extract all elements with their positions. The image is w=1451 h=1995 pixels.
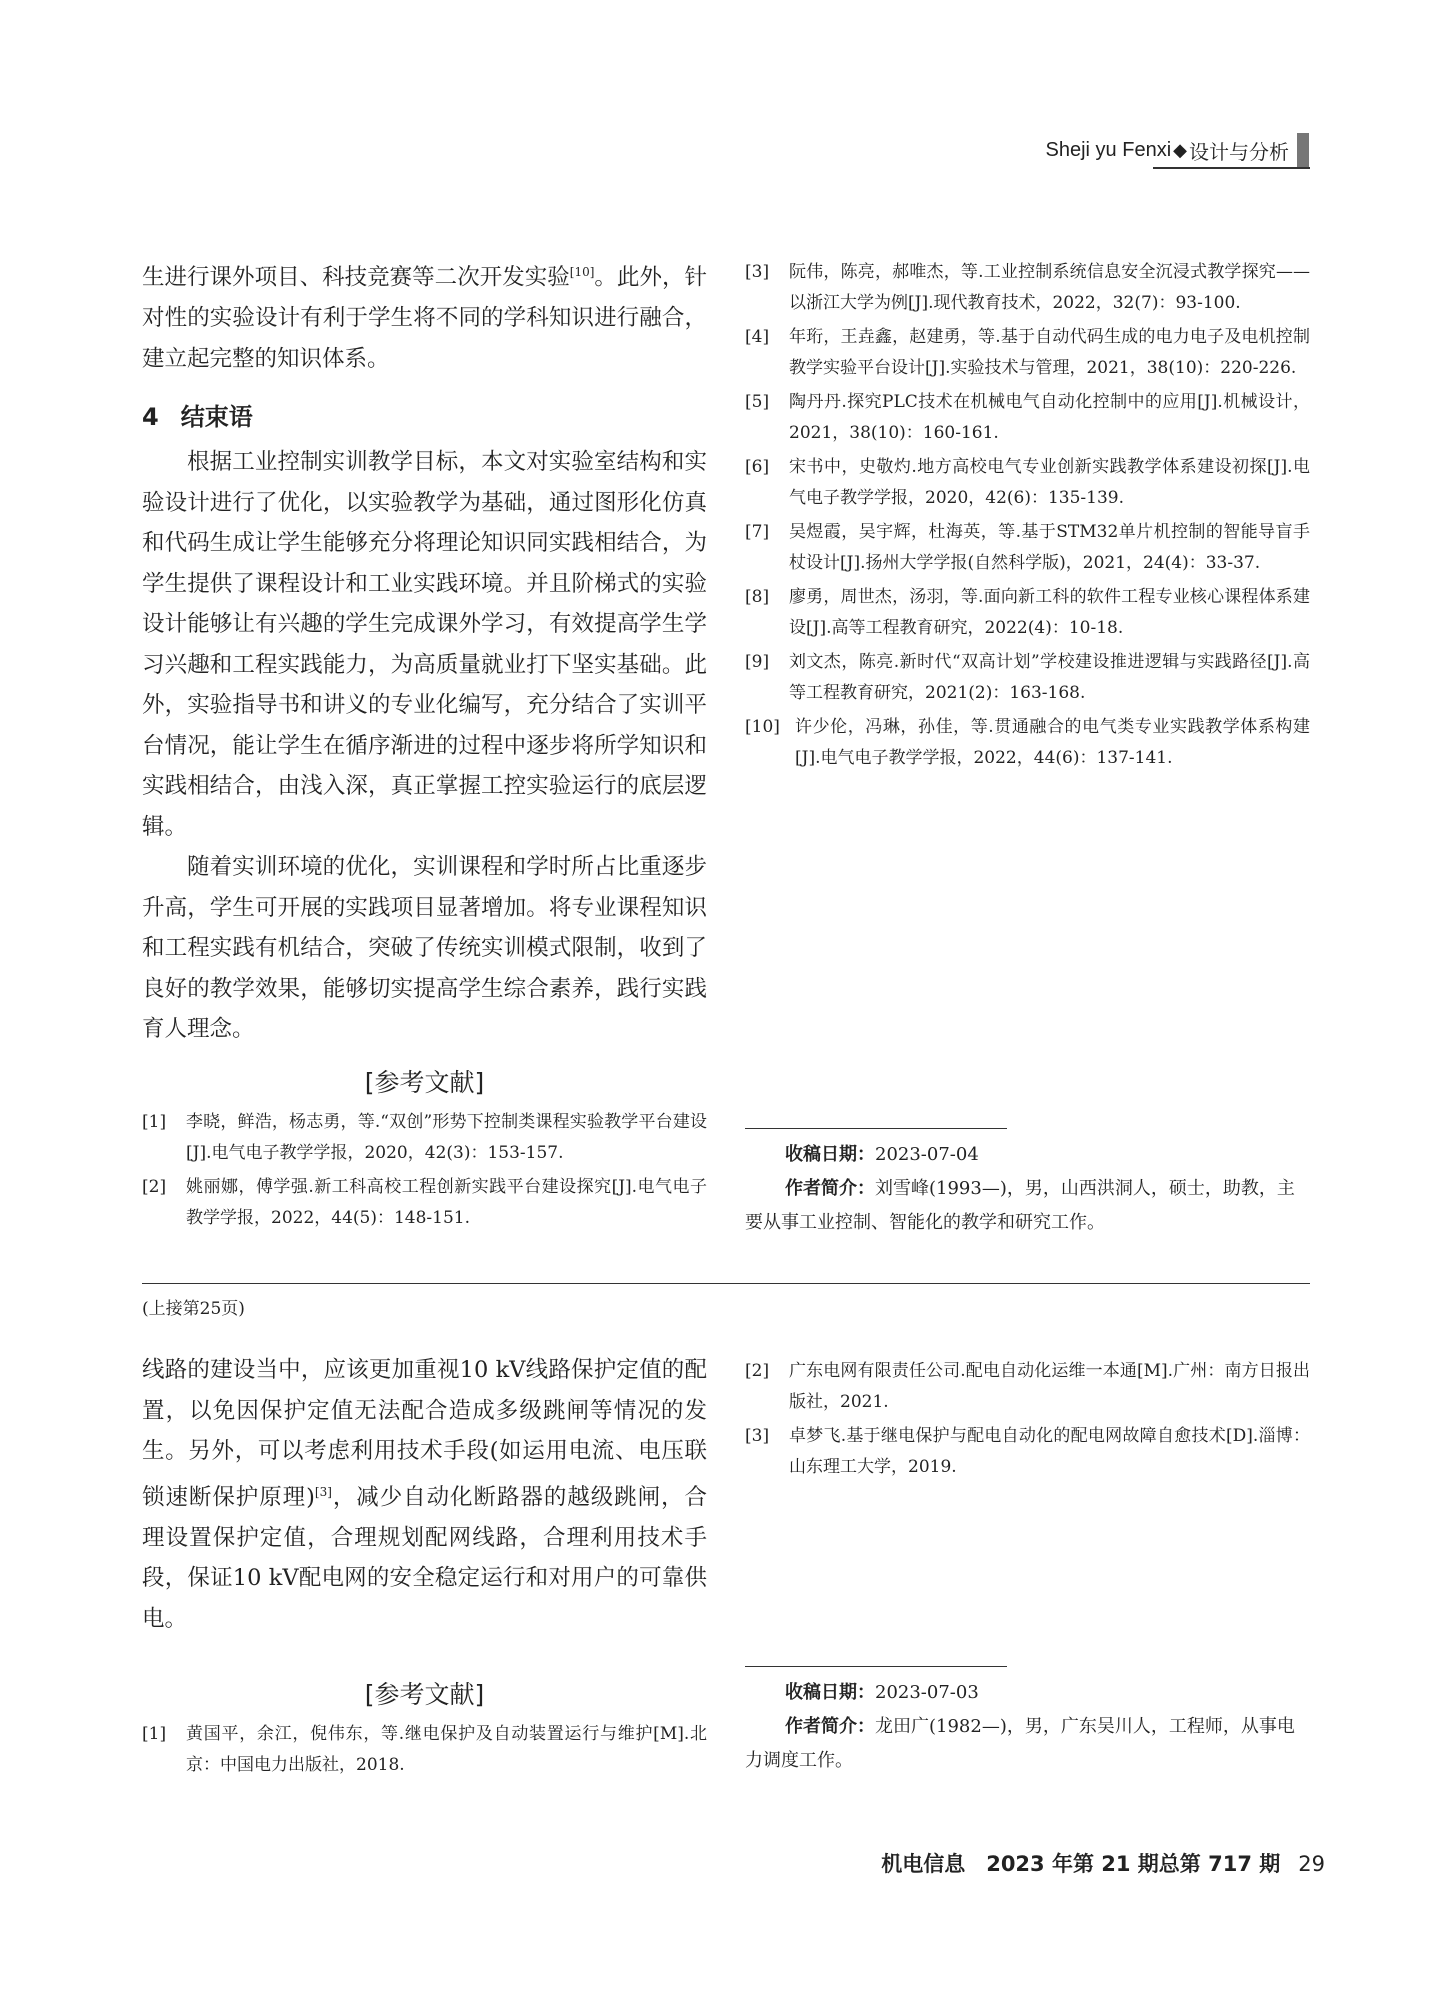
header-pinyin: Sheji yu Fenxi [1045, 138, 1172, 161]
reference-item: [10] 许少伦，冯琳，孙佳，等.贯通融合的电气类专业实践教学体系构建[J].电气电子教学学报，2022，44(6)：137-141. [745, 717, 1310, 768]
author-bio: 作者简介：龙田广(1982—)，男，广东吴川人，工程师，从事电力调度工作。 [745, 1716, 1295, 1771]
article2-left-references [142, 1719, 707, 1784]
footnote-rule [745, 1666, 1007, 1667]
body-paragraph: 生进行课外项目、科技竞赛等二次开发实验[10]。此外，针对性的实验设计有利于学生将不同的学科知识进行融合，建立起完整的知识体系。 [142, 264, 707, 372]
article2-right-references [745, 1356, 1310, 1486]
article2-meta [745, 1676, 1310, 1778]
article-divider [142, 1283, 1310, 1284]
citation: [3] [314, 1484, 332, 1499]
diamond-icon: ◆ [1173, 139, 1187, 161]
references-heading: [参考文献] [364, 1680, 485, 1709]
header-rule [1153, 167, 1310, 169]
article1-left-column [142, 252, 707, 1050]
reference-item: [5] 陶丹丹.探究PLC技术在机械电气自动化控制中的应用[J].机械设计，2021，38(10)：160-161. [745, 392, 1310, 443]
page-number: 29 [1298, 1852, 1325, 1876]
article1-left-references [142, 1107, 707, 1237]
continuation-note: (上接第25页) [142, 1299, 245, 1319]
reference-item: [9] 刘文杰，陈亮.新时代“双高计划”学校建设推进逻辑与实践路径[J].高等工程教育研究，2021(2)：163-168. [745, 652, 1310, 703]
references-heading: [参考文献] [364, 1068, 485, 1097]
header-bar [1297, 133, 1309, 167]
article2-left-column [142, 1350, 707, 1639]
reference-item: [1] 黄国平，余江，倪伟东，等.继电保护及自动装置运行与维护[M].北京：中国电力出版社，2018. [142, 1724, 707, 1775]
citation: [10] [569, 265, 595, 279]
journal-issue: 机电信息 2023 年第 21 期总第 717 期 [881, 1852, 1281, 1876]
reference-item: [2] 广东电网有限责任公司.配电自动化运维一本通[M].广州：南方日报出版社，2021. [745, 1361, 1310, 1412]
received-date: 收稿日期：2023-07-04 [785, 1144, 979, 1165]
body-paragraph: 随着实训环境的优化，实训课程和学时所占比重逐步升高，学生可开展的实践项目显著增加。将专业课程知识和工程实践有机结合，突破了传统实训模式限制，收到了良好的教学效果，能够切实提高学生综合素养，践行实践育人理念。 [142, 854, 707, 1042]
author-bio: 作者简介：刘雪峰(1993—)，男，山西洪洞人，硕士，助教，主要从事工业控制、智能化的教学和研究工作。 [745, 1178, 1295, 1233]
running-header [1046, 132, 1309, 168]
reference-item: [3] 阮伟，陈亮，郝唯杰，等.工业控制系统信息安全沉浸式教学探究——以浙江大学为例[J].现代教育技术，2022，32(7)：93-100. [745, 262, 1310, 313]
reference-item: [7] 吴煜霞，吴宇辉，杜海英，等.基于STM32单片机控制的智能导盲手杖设计[J].扬州大学学报(自然科学版)，2021，24(4)：33-37. [745, 522, 1310, 573]
reference-item: [8] 廖勇，周世杰，汤羽，等.面向新工科的软件工程专业核心课程体系建设[J].高等工程教育研究，2022(4)：10-18. [745, 587, 1310, 638]
reference-item: [1] 李晓，鲜浩，杨志勇，等.“双创”形势下控制类课程实验教学平台建设[J].电气电子教学学报，2020，42(3)：153-157. [142, 1112, 707, 1163]
body-paragraph: 根据工业控制实训教学目标，本文对实验室结构和实验设计进行了优化，以实验教学为基础，通过图形化仿真和代码生成让学生能够充分将理论知识同实践相结合，为学生提供了课程设计和工业实践环境。并且阶梯式的实验设计能够让有兴趣的学生完成课外学习，有效提高学生学习兴趣和工程实践能力，为高质量就业打下坚实基础。此外，实验指导书和讲义的专业化编写，充分结合了实训平台情况，能让学生在循序渐进的过程中逐步将所学知识和实践相结合，由浅入深，真正掌握工控实验运行的底层逻辑。 [142, 449, 707, 840]
reference-item: [3] 卓梦飞.基于继电保护与配电自动化的配电网故障自愈技术[D].淄博：山东理工大学，2019. [745, 1426, 1310, 1477]
article1-meta [745, 1138, 1310, 1240]
section-heading: 4 结束语 [142, 403, 253, 431]
header-section: 设计与分析 [1189, 139, 1289, 164]
received-date: 收稿日期：2023-07-03 [785, 1682, 979, 1703]
reference-item: [4] 年珩，王垚鑫，赵建勇，等.基于自动代码生成的电力电子及电机控制教学实验平台设计[J].实验技术与管理，2021，38(10)：220-226. [745, 327, 1310, 378]
reference-item: [2] 姚丽娜，傅学强.新工科高校工程创新实践平台建设探究[J].电气电子教学学报，2022，44(5)：148-151. [142, 1177, 707, 1228]
page-footer [881, 1848, 1325, 1878]
footnote-rule [745, 1128, 1007, 1129]
body-paragraph: 线路的建设当中，应该更加重视10 kV线路保护定值的配置，以免因保护定值无法配合造成多级跳闸等情况的发生。另外，可以考虑利用技术手段(如运用电流、电压联锁速断保护原理)[3]，减少自动化断路器的越级跳闸，合理设置保护定值，合理规划配网线路，合理利用技术手段，保证10 kV配电网的安全稳定运行和对用户的可靠供电。 [142, 1357, 707, 1632]
article1-right-references [745, 257, 1310, 777]
reference-item: [6] 宋书中，史敬灼.地方高校电气专业创新实践教学体系建设初探[J].电气电子教学学报，2020，42(6)：135-139. [745, 457, 1310, 508]
